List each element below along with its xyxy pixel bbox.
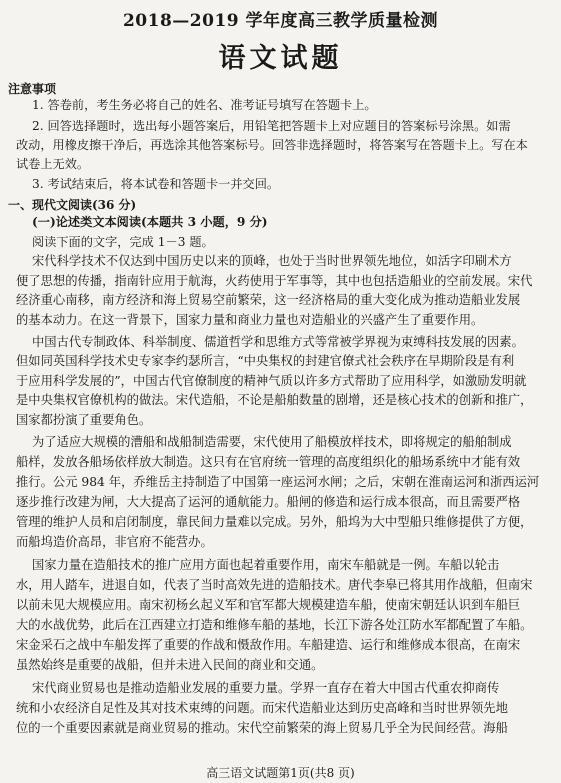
passage-line: 船样，发放各船场依样放大制造。这只有在官府统一管理的高度组织化的船场系统中才能有效: [16, 455, 521, 469]
subsection-heading: (一)论述类文本阅读(本题共 3 小题，9 分): [32, 215, 268, 229]
passage-line: 为了适应大规模的漕船和战船制造需要，宋代使用了船模放样技术，即将规定的船舶制成: [32, 435, 512, 449]
passage-line: 宋金采石之战中车船发挥了重要的作战和慑敌作用。车船建造、运行和维修成本很高，在南宋: [16, 638, 521, 652]
passage-line: 宋代科学技术不仅达到中国历史以来的顶峰，也处于当时世界领先地位，如活字印刷术方: [32, 254, 512, 268]
passage-line: 推行。公元 984 年，乔维岳主持制造了中国第一座运河水闸；之后，宋朝在淮南运河和浙西运河: [16, 475, 540, 489]
passage-line: 但如同英国科学技术史专家李约瑟所言，“中央集权的封建官僚式社会秩序在早期阶段是有利: [16, 354, 515, 368]
passage-line: 中国古代专制政体、科举制度、儒道哲学和思维方式等常被学界视为束缚科技发展的因素。: [32, 335, 524, 349]
passage-line: 水，用人踏车，进退自如，代表了当时高效先进的造船技术。唐代李皋已将其用作战船，但南宋: [16, 578, 533, 592]
notice-line: 2. 回答选择题时，选出每小题答案后，用铅笔把答题卡上对应题目的答案标号涂黑。如需: [32, 119, 511, 133]
passage-line: 逐步推行改建为闸，大大提高了运河的通航能力。船闸的修造和运行成本很高，而且需要严格: [16, 495, 521, 509]
notice-line: 改动，用橡皮擦干净后，再选涂其他答案标号。回答非选择题时，将答案写在答题卡上。写在本: [16, 138, 528, 152]
passage-line: 宋代商业贸易也是推动造船业发展的重要力量。学界一直存在着大中国古代重农抑商传: [32, 681, 500, 695]
section-heading: 一、现代文阅读(36 分): [8, 198, 137, 212]
notice-line: 试卷上无效。: [16, 157, 90, 171]
passage-line: 国家都扮演了重要角色。: [16, 413, 152, 427]
page-footer: 高三语文试题第1页(共8 页): [206, 766, 355, 780]
passage-line: 便了思想的传播，指南针应用于航海，火药使用于军事等，其中也包括造船业的空前发展。宋代: [16, 274, 533, 288]
exam-title: 语文试题: [218, 43, 343, 74]
passage-line: 统和小农经济自足性及其对技术束缚的问题。而宋代造船业达到历史高峰和当时世界领先地: [16, 701, 508, 715]
passage-line: 大的水战优势，此后在江西建立打造和维修车船的基地，长江下游各处江防水军都配置了车船。: [16, 618, 533, 632]
passage-line: 经济重心南移，南方经济和海上贸易空前繁荣，这一经济格局的重大变化成为推动造船业发展: [16, 293, 521, 307]
passage-line: 于应用科学发展的”，中国古代官僚制度的精神气质以许多方式帮助了应用科学，如激励发明就: [16, 374, 527, 388]
passage-line: 管理的维护人员和启闭制度，靠民间力量难以完成。另外，船坞为大中型船只维修提供了方便，: [16, 515, 533, 529]
passage-line: 而船坞造价高昂，非官府不能营办。: [16, 535, 213, 549]
passage-line: 虽然始终是重要的战船，但并未进入民间的商业和交通。: [16, 658, 324, 672]
exam-header: 2018—2019 学年度高三教学质量检测: [122, 11, 439, 31]
notice-line: 3. 考试结束后，将本试卷和答题卡一并交回。: [32, 177, 280, 191]
passage-line: 国家力量在造船技术的推广应用方面也起着重要作用，南宋车船就是一例。车船以轮击: [32, 558, 500, 572]
passage-line: 以前未见大规模应用。南宋初杨幺起义军和官军都大规模建造车船，使南宋朝廷认识到车船巨: [16, 598, 521, 612]
passage-line: 位的一个重要因素就是商业贸易的推动。宋代空前繁荣的海上贸易几乎全为民间经营。海船: [16, 721, 508, 735]
notice-heading: 注意事项: [8, 82, 57, 96]
passage-line: 的基本动力。在这一背景下，国家力量和商业力量也对造船业的兴盛产生了重要作用。: [16, 313, 484, 327]
reading-instruction: 阅读下面的文字，完成 1－3 题。: [32, 235, 214, 249]
passage-line: 是中央集权官僚机构的做法。宋代造船，不论是船舶数量的剧增，还是核心技术的创新和推广，: [16, 393, 533, 407]
notice-line: 1. 答卷前，考生务必将自己的姓名、准考证号填写在答题卡上。: [32, 98, 377, 112]
